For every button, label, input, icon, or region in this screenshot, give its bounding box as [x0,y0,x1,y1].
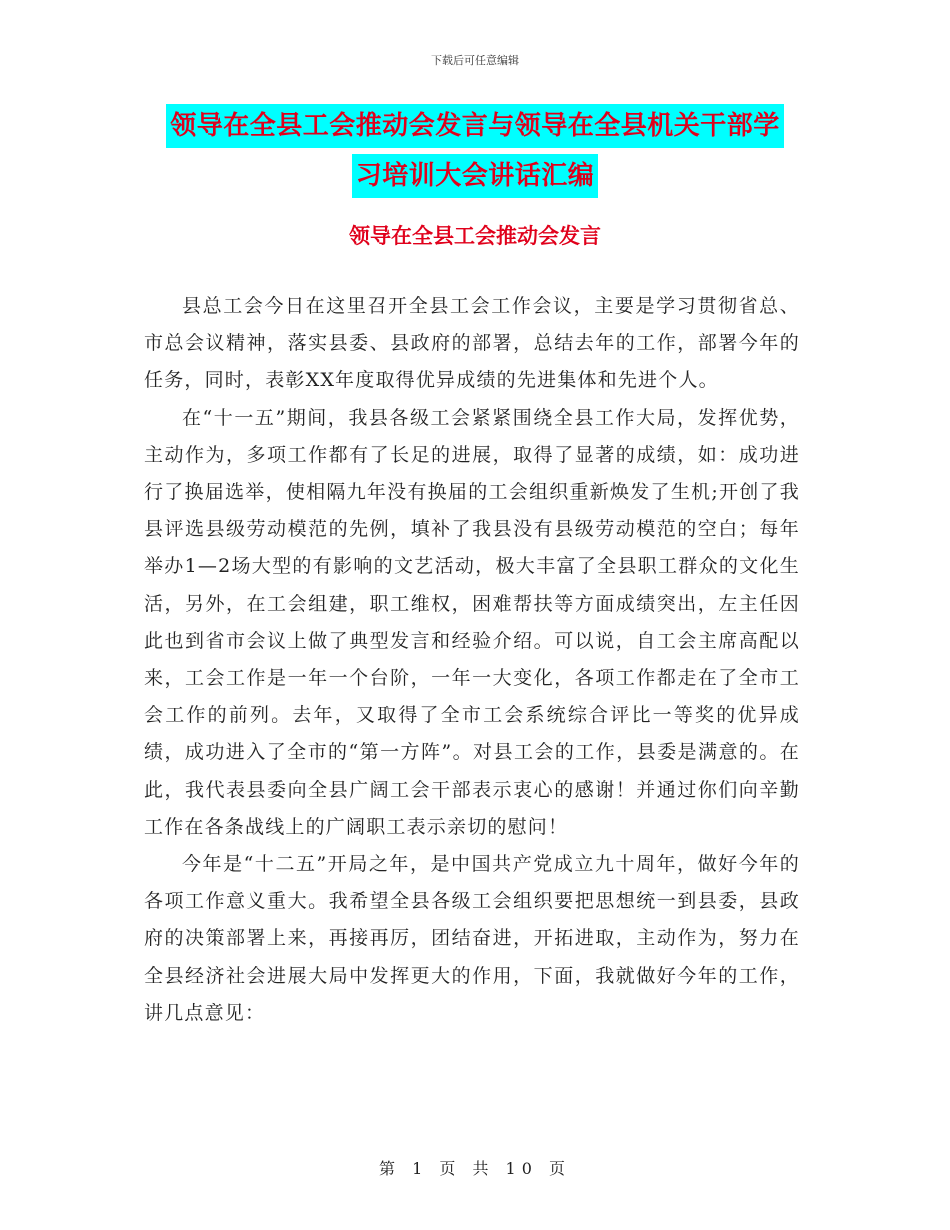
title-line-2: 习培训大会讲话汇编 [352,154,599,198]
paragraph-3: 今年是“十二五”开局之年，是中国共产党成立九十周年，做好今年的各项工作意义重大。我希望全县各级工会组织要把思想统一到县委，县政府的决策部署上来，再接再厉，团结奋进，开拓进取，主动作为，努力在全县经济社会进展大局中发挥更大的作用，下面，我就做好今年的工作，讲几点意见： [144,853,800,1024]
paragraph-2: 在“十一五”期间，我县各级工会紧紧围绕全县工作大局，发挥优势，主动作为，多项工作都有了长足的进展，取得了显著的成绩，如：成功进行了换届选举，使相隔九年没有换届的工会组织重新焕发了生机;开创了我县评选县级劳动模范的先例，填补了我县没有县级劳动模范的空白；每年举办1—2场大型的有影响的文艺活动，极大丰富了全县职工群众的文化生活，另外，在工会组建，职工维权，困难帮扶等方面成绩突出，左主任因此也到省市会议上做了典型发言和经验介绍。可以说，自工会主席高配以来，工会工作是一年一个台阶，一年一大变化，各项工作都走在了全市工会工作的前列。去年，又取得了全市工会系统综合评比一等奖的优异成绩，成功进入了全市的“第一方阵”。对县工会的工作，县委是满意的。在此，我代表县委向全县广阔工会干部表示衷心的感谢！并通过你们向辛勤工作在各条战线上的广阔职工表示亲切的慰问！ [144,406,800,838]
title-line-1: 领导在全县工会推动会发言与领导在全县机关干部学 [166,104,784,148]
page-footer: 第 1 页 共 10 页 [379,1159,571,1178]
header-note: 下载后可任意编辑 [431,54,519,67]
section-title: 领导在全县工会推动会发言 [349,224,601,248]
paragraph-1: 县总工会今日在这里召开全县工会工作会议，主要是学习贯彻省总、市总会议精神，落实县委、县政府的部署，总结去年的工作，部署今年的任务，同时，表彰XX年度取得优异成绩的先进集体和先进个人。 [144,295,800,392]
body-text [144,288,800,1032]
document-title [0,104,950,198]
